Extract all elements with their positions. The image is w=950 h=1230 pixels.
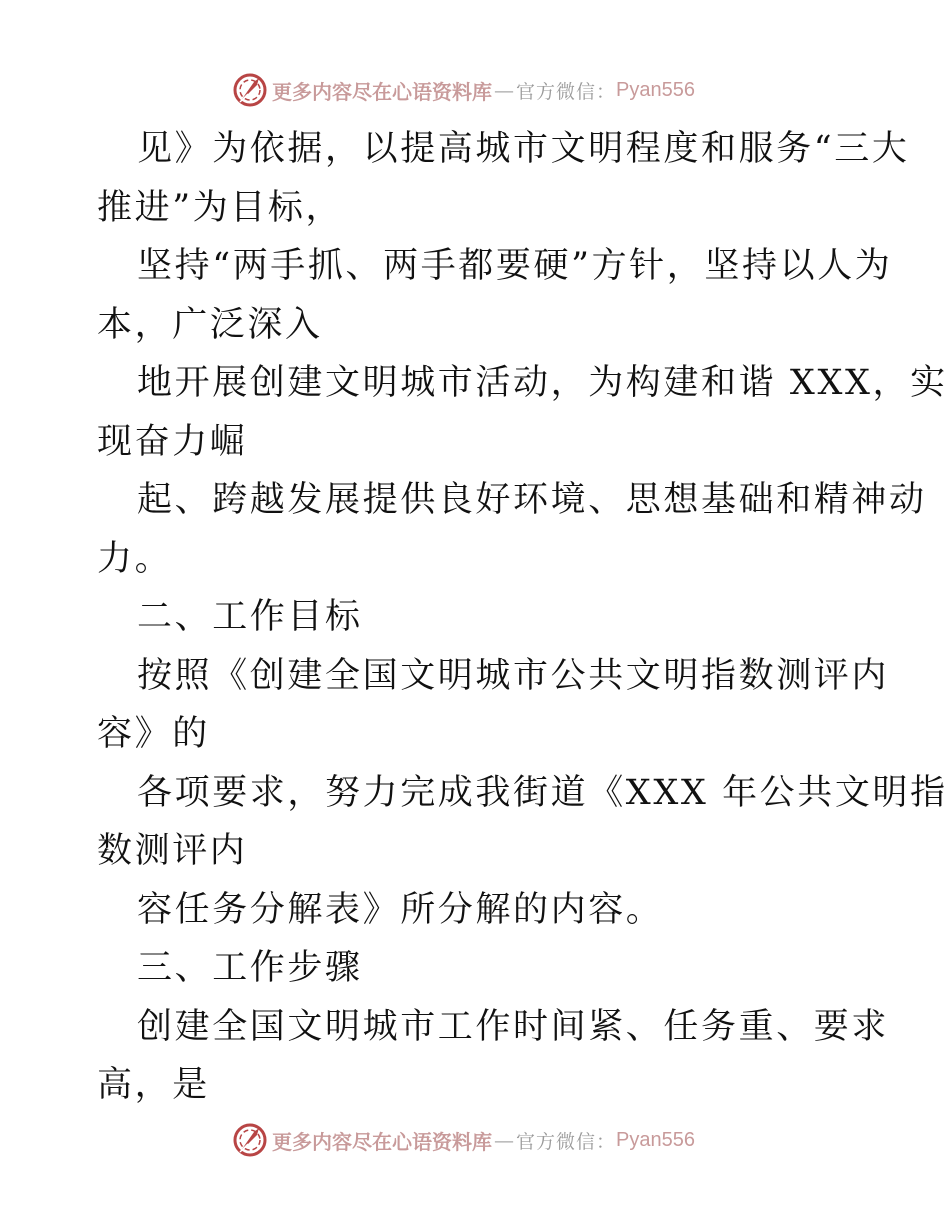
text-line: 三、工作步骤 bbox=[137, 948, 363, 988]
footer-watermark bbox=[232, 1120, 695, 1160]
document-body bbox=[97, 120, 948, 1115]
text-line: 各项要求，努力完成我街道《XXX 年公共文明指 bbox=[137, 772, 948, 813]
watermark-wechat-id: Pyan556 bbox=[616, 1128, 695, 1151]
quill-pen-logo-icon bbox=[232, 1122, 268, 1158]
text-line: 地开展创建文明城市活动，为构建和谐 XXX，实 bbox=[137, 363, 948, 403]
watermark-dash: — bbox=[494, 1128, 514, 1152]
watermark-dash: — bbox=[494, 78, 514, 102]
text-line: 二、工作目标 bbox=[137, 597, 363, 637]
text-line: 起、跨越发展提供良好环境、思想基础和精神动 bbox=[137, 480, 927, 520]
watermark-official-label: 官方微信： bbox=[516, 1130, 617, 1153]
watermark-official-label: 官方微信： bbox=[516, 80, 617, 103]
watermark-main-text: 更多内容尽在心语资料库 bbox=[272, 1129, 492, 1154]
watermark-main-text: 更多内容尽在心语资料库 bbox=[272, 79, 492, 104]
text-line: 按照《创建全国文明城市公共文明指数测评内 bbox=[137, 655, 890, 696]
watermark-wechat-id: Pyan556 bbox=[616, 78, 695, 101]
text-line: 力。 bbox=[97, 538, 173, 579]
text-line: 创建全国文明城市工作时间紧、任务重、要求 bbox=[137, 1006, 890, 1047]
text-line: 数测评内 bbox=[97, 831, 248, 871]
header-watermark bbox=[232, 70, 695, 110]
text-line: 容》的 bbox=[97, 714, 210, 754]
text-line: 现奋力崛 bbox=[97, 421, 248, 462]
text-line: 高，是 bbox=[97, 1065, 210, 1105]
text-line: 见》为依据，以提高城市文明程度和服务“三大 bbox=[137, 129, 910, 169]
text-line: 坚持“两手抓、两手都要硬”方针，坚持以人为 bbox=[137, 246, 893, 286]
quill-pen-logo-icon bbox=[232, 72, 268, 108]
text-line: 容任务分解表》所分解的内容。 bbox=[137, 889, 664, 930]
text-line: 本，广泛深入 bbox=[97, 304, 323, 345]
text-line: 推进”为目标， bbox=[97, 187, 344, 228]
